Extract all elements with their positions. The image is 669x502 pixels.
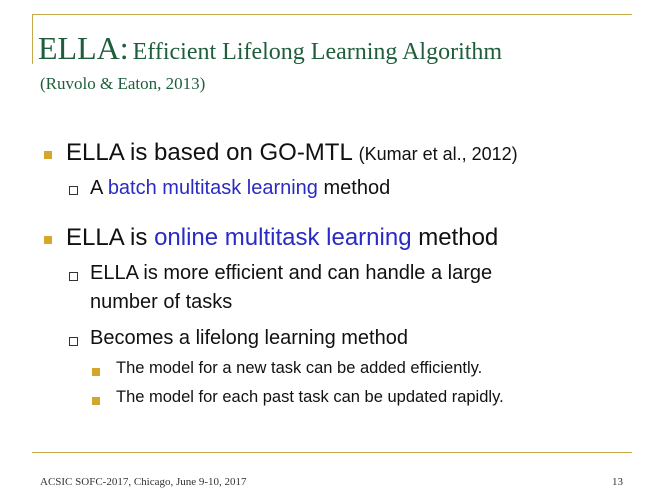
bottom-rule — [32, 452, 632, 453]
bullet-square-icon — [44, 151, 52, 159]
bullet-2-sub-2-item-2: The model for each past task can be updated rapidly. — [116, 388, 504, 406]
bullet-2 — [66, 224, 498, 252]
title-main: ELLA: — [38, 30, 129, 66]
hollow-bullet-icon — [69, 337, 78, 346]
bullet-square-icon — [92, 397, 100, 405]
bullet-2-prefix: ELLA is — [66, 224, 148, 251]
page-number: 13 — [612, 476, 623, 488]
slide-title — [38, 30, 502, 67]
bullet-1-sub — [90, 177, 390, 200]
bullet-1-citation: (Kumar et al., 2012) — [358, 144, 518, 164]
top-rule — [32, 14, 632, 15]
left-rule — [32, 14, 33, 64]
bullet-1 — [66, 139, 518, 167]
bullet-2-sub-2-item-1: The model for a new task can be added efficiently. — [116, 359, 483, 377]
bullet-2-sub-1-line-2: number of tasks — [90, 291, 233, 313]
bullet-square-icon — [44, 236, 52, 244]
footer-conference: ACSIC SOFC-2017, Chicago, June 9-10, 2017 — [40, 476, 247, 488]
title-rest: Efficient Lifelong Learning Algorithm — [132, 39, 503, 65]
bullet-2-suffix: method — [418, 224, 499, 251]
hollow-bullet-icon — [69, 186, 78, 195]
bullet-square-icon — [92, 368, 100, 376]
bullet-1-sub-prefix: A — [90, 177, 103, 199]
bullet-1-sub-suffix: method — [323, 177, 391, 199]
bullet-2-sub-1-line-1: ELLA is more efficient and can handle a large — [90, 262, 493, 284]
bullet-2-sub-2: Becomes a lifelong learning method — [90, 327, 408, 349]
bullet-2-highlight: online multitask learning — [154, 224, 412, 251]
bullet-1-text: ELLA is based on GO-MTL — [66, 139, 352, 166]
bullet-1-sub-highlight: batch multitask learning — [107, 177, 318, 199]
hollow-bullet-icon — [69, 272, 78, 281]
title-citation: (Ruvolo & Eaton, 2013) — [40, 74, 206, 93]
